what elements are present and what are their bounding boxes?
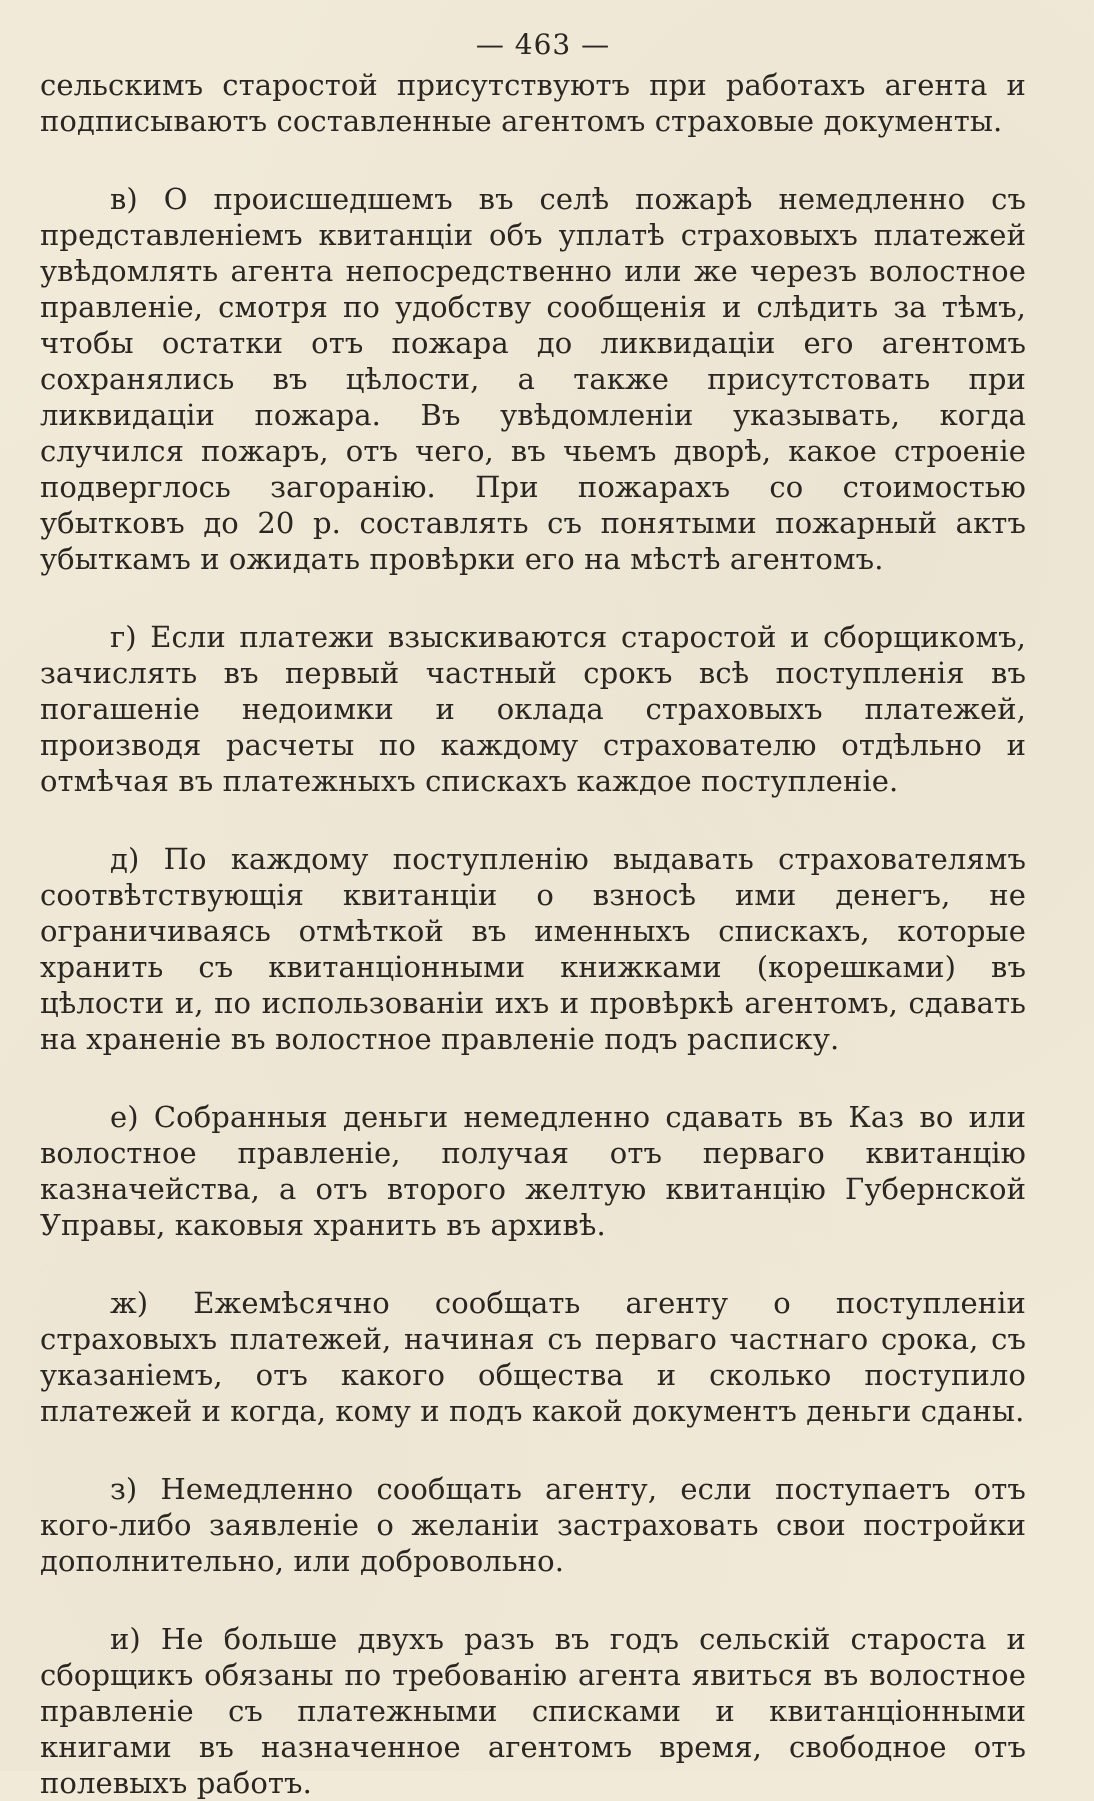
paragraph-item-d: д) По каждому поступленію выдавать страхователямъ соотвѣтствующія квитанціи о взносѣ ими денегъ, не ограничиваясь отмѣткой въ именныхъ спискахъ, которые хранить съ квитанціонными книжками (корешками) въ цѣлости и, по использованіи ихъ и провѣркѣ агентомъ, сдавать на храненіе въ волостное правленіе подъ расписку. [40, 842, 1026, 1056]
paragraph-item-g: г) Если платежи взыскиваются старостой и сборщикомъ, зачислять въ первый частный срокъ всѣ поступленія въ погашеніе недоимки и оклада страховыхъ платежей, производя расчеты по каждому страхователю отдѣльно и отмѣчая въ платежныхъ спискахъ каждое поступленіе. [40, 620, 1026, 798]
paragraph-item-v: в) О происшедшемъ въ селѣ пожарѣ немедленно съ представленіемъ квитанціи объ уплатѣ страховыхъ платежей увѣдомлять агента непосредственно или же черезъ волостное правленіе, смотря по удобству сообщенія и слѣдить за тѣмъ, чтобы остатки отъ пожара до ликвидаціи его агентомъ сохранялись въ цѣлости, а также присутстовать при ликвидаціи пожара. Въ увѣдомленіи указывать, когда случился пожаръ, отъ чего, въ чьемъ дворѣ, какое строеніе подверглось загоранію. При пожарахъ со стоимостью убытковъ до 20 р. составлять съ понятыми пожарный актъ убыткамъ и ожидать провѣрки его на мѣстѣ агентомъ. [40, 182, 1026, 576]
page-number: — 463 — [475, 28, 611, 61]
paragraph-item-zh: ж) Ежемѣсячно сообщать агенту о поступленіи страховыхъ платежей, начиная съ перваго частнаго срока, съ указаніемъ, отъ какого общества и сколько поступило платежей и когда, кому и подъ какой документъ деньги сданы. [40, 1286, 1026, 1428]
paragraph-continuation: сельскимъ старостой присутствуютъ при работахъ агента и подписываютъ составленные агентомъ страховые документы. [40, 68, 1026, 138]
paragraph-item-e: е) Собранныя деньги немедленно сдавать въ Каз во или волостное правленіе, получая отъ перваго квитанцію казначейства, а отъ второго желтую квитанцію Губернской Управы, каковыя хранить въ архивѣ. [40, 1100, 1026, 1242]
paragraph-item-z: з) Немедленно сообщать агенту, если поступаетъ отъ кого-либо заявленіе о желаніи застраховать свои постройки дополнительно, или добровольно. [40, 1472, 1026, 1578]
paragraph-item-i: и) Не больше двухъ разъ въ годъ сельскій староста и сборщикъ обязаны по требованію агента явиться въ волостное правленіе съ платежными списками и квитанціонными книгами въ назначенное агентомъ время, свободное отъ полевыхъ работъ. [40, 1622, 1026, 1800]
body-text [40, 67, 1026, 1801]
